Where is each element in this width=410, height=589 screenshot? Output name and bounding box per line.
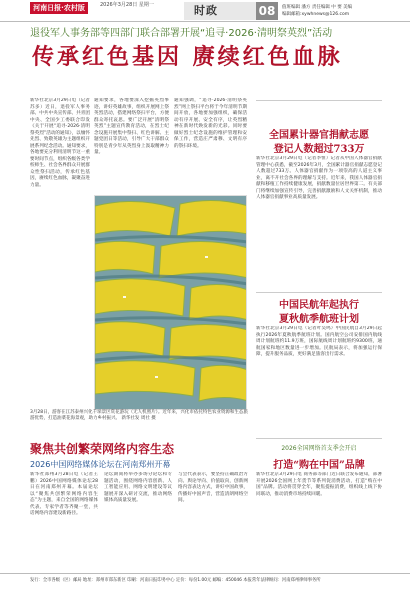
story1-headline-line2: 登记人数超过733万 — [273, 144, 365, 155]
photo-credit: 新华社发 周社 摄 — [121, 416, 156, 421]
story3-headline: 打造“购在中国”品牌 — [273, 460, 365, 471]
lower-column-1: 新华社郑州3月28日电（记者王鹏）2026中国网络媒体论坛28日在河南郑州开幕。本届论坛以“聚焦共创繁荣网络内容生态”为主题，来自全国的网络媒体代表、专家学者等齐聚一堂，共话网络内容建设新路径。 — [30, 472, 98, 516]
lead-kicker: 退役军人事务部等四部门联合部署开展“追寻·2026·清明祭英烈”活动 — [30, 28, 333, 39]
story2-headline-line2: 夏秋航季航班计划 — [279, 314, 359, 325]
newspaper-logo: 河南日报·农村版 — [30, 2, 88, 14]
lower-subhead: 2026中国网络媒体论坛在河南郑州开幕 — [30, 460, 171, 469]
right-divider-top — [256, 100, 382, 101]
lead-column-1: 新华社北京3月29日电（记者苏多）近日，退役军人事务部、中共中央宣传部、共青团中央、全国少工委联合印发《关于开展“追寻·2026·清明祭英烈”活动的通知》，以缅怀先烈、致敬英雄为主题组织开展系列纪念活动。通知要求，各地要充分利用清明节这一重要时间节点，组织各级各类学校师生、社会各界群众开展群众性祭扫活动，传承红色基因，赓续红色血脉，凝聚奋进力量。 — [30, 98, 90, 188]
rapeseed-field-photo — [94, 195, 247, 410]
section-title: 时政 — [184, 2, 256, 20]
issue-date: 2026年3月28日 星期一 — [100, 2, 154, 8]
story2-body: 新华社北京3月29日电（记者叶昊鸣）中国民航自3月29日起执行2026年夏秋航季航班计划。国内航空公司安排国内航线周计划航班约11.9万班，国际航线周计划航班约9300班，通航国家和地区数量进一步增加。民航局表示，将加强运行保障，提升服务品质，更好满足旅客出行需求。 — [256, 326, 382, 357]
lead-column-2: 通知要求，各地要深入挖掘英烈事迹，讲好英雄故事，组织开展网上祭英烈活动，搭建网络祭扫平台，方便群众寄托哀思。要广泛开展“清明祭英烈”主题宣传教育活动，在烈士纪念设施开展集中祭扫、红色讲解、主题党团日等活动，引导广大干部群众特别是青少年从英烈身上汲取精神力量。 — [94, 98, 169, 155]
right-divider-bottom — [256, 438, 382, 439]
story3-tag: 2026全国网络首支季会开启 — [281, 445, 357, 452]
photo-caption — [30, 410, 250, 422]
editor-email: 编辑邮箱:xywhnews@126.com — [282, 12, 350, 17]
caption-text: 3月28日，游客在江苏泰州兴化千垛景区赏花游玩（无人机照片）。近年来，兴化市依托特色农业资源和生态旅游优势，打造油菜花海景观，助力乡村振兴。 — [30, 410, 248, 421]
story1-body: 新华社北京3月29日电（记者李恒）记者从中国人体器官捐献管理中心获悉，截至2026年3月，全国累计器官捐献志愿登记人数超过733万。人体器官捐献作为一项崇高的人道主义事业，离不开社会各界的理解与支持。近年来，我国人体器官捐献和移植工作持续健康发展，捐献数量位居世界第二。有关部门将继续加强宣传引导，完善捐献激励和人文关怀机制，推动人体器官捐献事业高质量发展。 — [256, 156, 382, 200]
lower-column-3: 与会代表表示，要坚持正确政治方向、舆论导向、价值取向，创新网络内容表达方式，讲好中国故事，传播好中国声音，营造清朗网络空间。 — [178, 472, 248, 503]
lower-headline: 聚焦共创繁荣网络内容生态 — [30, 442, 175, 456]
imprint-footer: 发行：全市各级（区）邮局 地址：郑州市郑东新区 印刷：河南日报印务中心 定价：每份1.00元 邮编：450046 本报常年法律顾问：河南郑州律师事务所 — [0, 573, 410, 589]
story1-headline: 全国累计器官捐献志愿 — [269, 130, 369, 141]
page-number: 08 — [256, 2, 278, 20]
right-divider-mid — [256, 292, 382, 293]
masthead-rule — [0, 21, 410, 22]
story2-headline: 中国民航年起执行 — [279, 300, 359, 311]
story3-body: 新华社北京3月29日电 商务部等部门近日联合发布通知，部署开展2026全国网上年货节等系列促消费活动，打造“购在中国”品牌。活动将贯穿全年，聚焦提振消费，组织线上线下协同联动，推动消费市场持续回暖。 — [256, 472, 382, 497]
lower-column-2: 论坛期间将举办多场分论坛和专题活动，围绕网络内容创新、人工智能应用、网络文明建设等议题展开深入研讨交流，推动网络媒体高质量发展。 — [104, 472, 172, 503]
rapeseed-field-image — [95, 196, 247, 410]
lead-headline: 传承红色基因 赓续红色血脉 — [32, 44, 343, 70]
lead-column-3: 通知强调，“追寻·2026·清明祭英烈”网上祭扫平台将于今年清明节期间开放，各地要加强组织，确保活动有序开展、安全有序，让英烈精神在新时代焕发新的光彩。同时要做好烈士纪念设施的维护管理和安保工作，营造庄严肃穆、文明有序的祭扫环境。 — [174, 98, 247, 149]
editor-line: 值班编辑 潘方 责任编辑 中 要 美编 — [282, 5, 353, 10]
